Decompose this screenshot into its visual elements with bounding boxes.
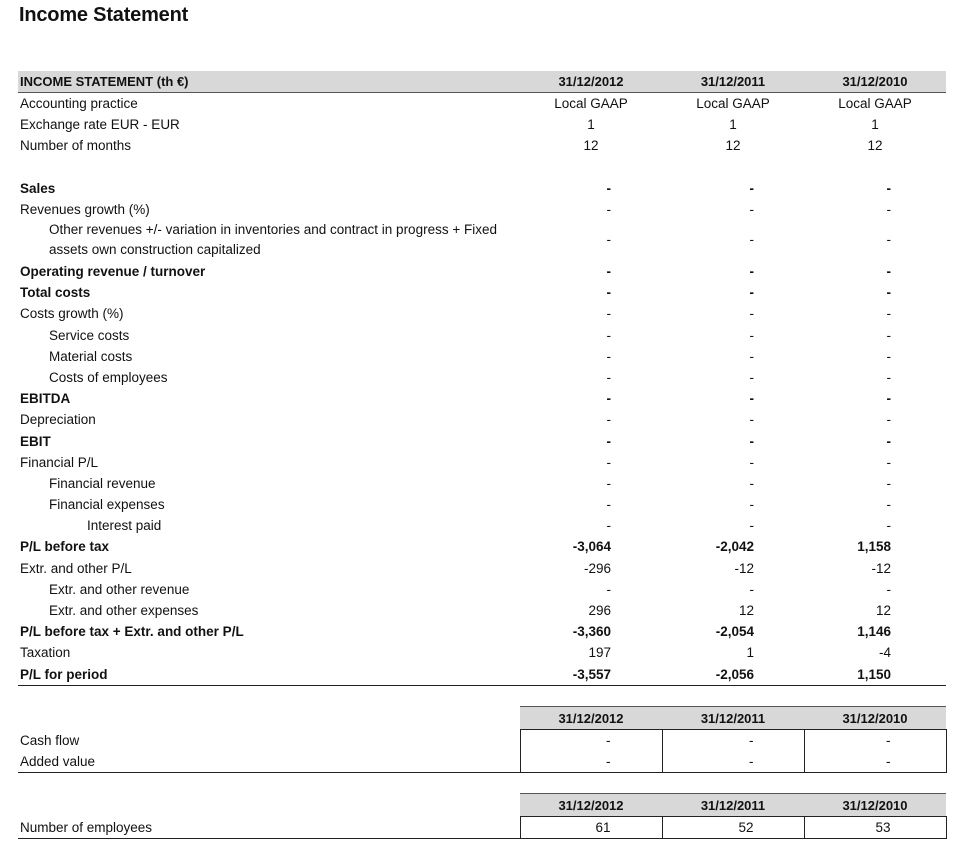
row-value: - (886, 264, 891, 280)
row-label: Extr. and other revenue (49, 581, 190, 597)
meta-row (18, 93, 946, 115)
row-label: Number of months (20, 138, 132, 154)
row-value: - (749, 285, 754, 301)
table-row (18, 751, 946, 773)
spacer-cell (18, 157, 946, 178)
row-value: - (749, 518, 754, 534)
row-value: - (886, 391, 891, 407)
row-value: 1,150 (857, 666, 891, 682)
row-value: - (662, 730, 804, 752)
row-value: - (606, 232, 611, 248)
table-row (18, 346, 946, 367)
row-value: - (606, 369, 611, 385)
spacer-row (18, 157, 946, 178)
table-row (18, 282, 946, 303)
row-value: - (749, 475, 754, 491)
row-label: Service costs (49, 327, 130, 343)
employees-year-2011: 31/12/2011 (662, 794, 804, 817)
row-value: - (606, 264, 611, 280)
meta-row (18, 135, 946, 156)
row-value: - (749, 180, 754, 196)
year-header-2011: 31/12/2011 (662, 71, 804, 93)
row-value: - (749, 306, 754, 322)
row-value: 1,146 (857, 624, 891, 640)
row-value: - (606, 518, 611, 534)
row-value: -12 (734, 560, 754, 576)
row-value: - (886, 433, 891, 449)
row-label: Sales (20, 180, 56, 196)
row-label: P/L before tax (20, 539, 110, 555)
row-value: - (606, 327, 611, 343)
page-title: Income Statement (19, 4, 189, 26)
table-row (18, 664, 946, 686)
row-value: - (749, 454, 754, 470)
row-value: - (749, 264, 754, 280)
row-value: - (749, 497, 754, 513)
row-label: Interest paid (87, 518, 162, 534)
row-value: - (606, 581, 611, 597)
row-label: Accounting practice (20, 96, 138, 112)
row-label: EBITDA (20, 391, 71, 407)
row-value: Local GAAP (554, 96, 628, 112)
meta-row (18, 114, 946, 135)
year-header-2012: 31/12/2012 (520, 71, 662, 93)
row-value: 1 (746, 645, 754, 661)
row-value: 61 (520, 817, 662, 839)
row-value: 52 (662, 817, 804, 839)
row-value: 12 (725, 138, 741, 154)
table-row (18, 325, 946, 346)
row-value: - (886, 232, 891, 248)
row-label: Financial expenses (49, 497, 165, 513)
row-label: P/L before tax + Extr. and other P/L (20, 624, 244, 640)
row-value: - (749, 232, 754, 248)
row-label: Added value (18, 751, 520, 773)
row-value: 12 (738, 603, 754, 619)
row-value: - (520, 751, 662, 773)
row-label: Financial P/L (20, 454, 99, 470)
row-value: - (606, 475, 611, 491)
row-value: -2,054 (715, 624, 754, 640)
row-label: Total costs (20, 285, 91, 301)
row-value: Local GAAP (696, 96, 770, 112)
row-value: - (662, 751, 804, 773)
table-row (18, 536, 946, 557)
table-row (18, 558, 946, 579)
table-row (18, 452, 946, 473)
table-row (18, 409, 946, 430)
row-value: - (749, 369, 754, 385)
table-row (18, 261, 946, 282)
row-value: - (886, 201, 891, 217)
row-value: - (606, 454, 611, 470)
row-label: Taxation (20, 645, 71, 661)
employees-year-2012: 31/12/2012 (520, 794, 662, 817)
cash-flow-year-2012: 31/12/2012 (520, 707, 662, 730)
table-row (18, 817, 946, 839)
table-row (18, 367, 946, 388)
table-row (18, 730, 946, 752)
row-label: Material costs (49, 348, 133, 364)
table-row (18, 621, 946, 642)
table-header-row (18, 71, 946, 93)
row-value: 197 (588, 645, 611, 661)
row-value: - (606, 201, 611, 217)
row-value: - (886, 454, 891, 470)
row-label: Cash flow (20, 732, 80, 748)
row-value: - (749, 581, 754, 597)
row-value: 1,158 (857, 539, 891, 555)
row-label: Costs of employees (49, 369, 168, 385)
table-row (18, 642, 946, 663)
row-value: - (606, 285, 611, 301)
row-label: Depreciation (20, 412, 96, 428)
row-label: Extr. and other P/L (20, 560, 132, 576)
table-row (18, 494, 946, 515)
row-value: 12 (583, 138, 599, 154)
row-value: - (606, 433, 611, 449)
row-value: - (606, 306, 611, 322)
row-value: - (886, 369, 891, 385)
row-value: -12 (871, 560, 891, 576)
table-row (18, 220, 946, 261)
row-value: - (886, 306, 891, 322)
table-row (18, 579, 946, 600)
row-label: Exchange rate EUR - EUR (20, 117, 180, 133)
cash-flow-header-blank (18, 707, 520, 730)
table-row (18, 199, 946, 220)
employees-table (18, 793, 947, 839)
row-value: - (886, 327, 891, 343)
row-value: Local GAAP (838, 96, 912, 112)
row-value: - (749, 433, 754, 449)
row-value: - (606, 180, 611, 196)
row-value: - (606, 348, 611, 364)
row-value: 296 (588, 603, 611, 619)
row-value: -2,056 (715, 666, 754, 682)
table-row (18, 430, 946, 451)
income-statement-table (18, 71, 946, 686)
table-row (18, 303, 946, 324)
cash-flow-year-2010: 31/12/2010 (804, 707, 946, 730)
row-value: 53 (804, 817, 946, 839)
row-value: - (886, 475, 891, 491)
row-label: P/L for period (20, 666, 108, 682)
row-value: -4 (878, 645, 891, 661)
row-label: Costs growth (%) (20, 306, 124, 322)
row-value: - (886, 581, 891, 597)
row-label: Extr. and other expenses (49, 603, 199, 619)
table-row (18, 600, 946, 621)
row-value: 12 (875, 603, 891, 619)
row-value: - (520, 730, 662, 752)
row-label: Operating revenue / turnover (20, 264, 206, 280)
row-value: - (749, 327, 754, 343)
year-header-2010: 31/12/2010 (804, 71, 946, 93)
employees-year-2010: 31/12/2010 (804, 794, 946, 817)
row-value: - (886, 285, 891, 301)
employees-header-row (18, 794, 946, 817)
row-value: -3,360 (572, 624, 611, 640)
row-value: - (886, 497, 891, 513)
row-value: - (886, 412, 891, 428)
row-value: - (606, 497, 611, 513)
row-value: 1 (729, 117, 737, 133)
row-value: -3,557 (572, 666, 611, 682)
employees-header-blank (18, 794, 520, 817)
row-value: - (749, 201, 754, 217)
row-value: - (886, 180, 891, 196)
row-value: - (886, 518, 891, 534)
table-row (18, 473, 946, 494)
row-value: - (606, 412, 611, 428)
table-header-label: INCOME STATEMENT (th €) (18, 71, 520, 93)
row-value: - (749, 348, 754, 364)
row-label: EBIT (20, 433, 51, 449)
cash-flow-header-row (18, 707, 946, 730)
row-value: -296 (583, 560, 611, 576)
row-value: 1 (587, 117, 595, 133)
row-value: - (804, 730, 946, 752)
row-value: 12 (867, 138, 883, 154)
row-value: 1 (871, 117, 879, 133)
row-value: - (886, 348, 891, 364)
row-value: - (606, 391, 611, 407)
row-value: - (749, 412, 754, 428)
row-label: Number of employees (18, 817, 520, 839)
table-row (18, 515, 946, 536)
cash-flow-table (18, 706, 947, 773)
row-value: -2,042 (715, 539, 754, 555)
row-value: -3,064 (572, 539, 611, 555)
table-row (18, 178, 946, 199)
row-value: - (804, 751, 946, 773)
row-label: Other revenues +/- variation in inventories and contract in progress + Fixed assets own construction capitalized (49, 222, 497, 258)
row-label: Financial revenue (49, 475, 156, 491)
row-label: Revenues growth (%) (20, 201, 150, 217)
cash-flow-year-2011: 31/12/2011 (662, 707, 804, 730)
row-value: - (749, 391, 754, 407)
table-row (18, 388, 946, 409)
